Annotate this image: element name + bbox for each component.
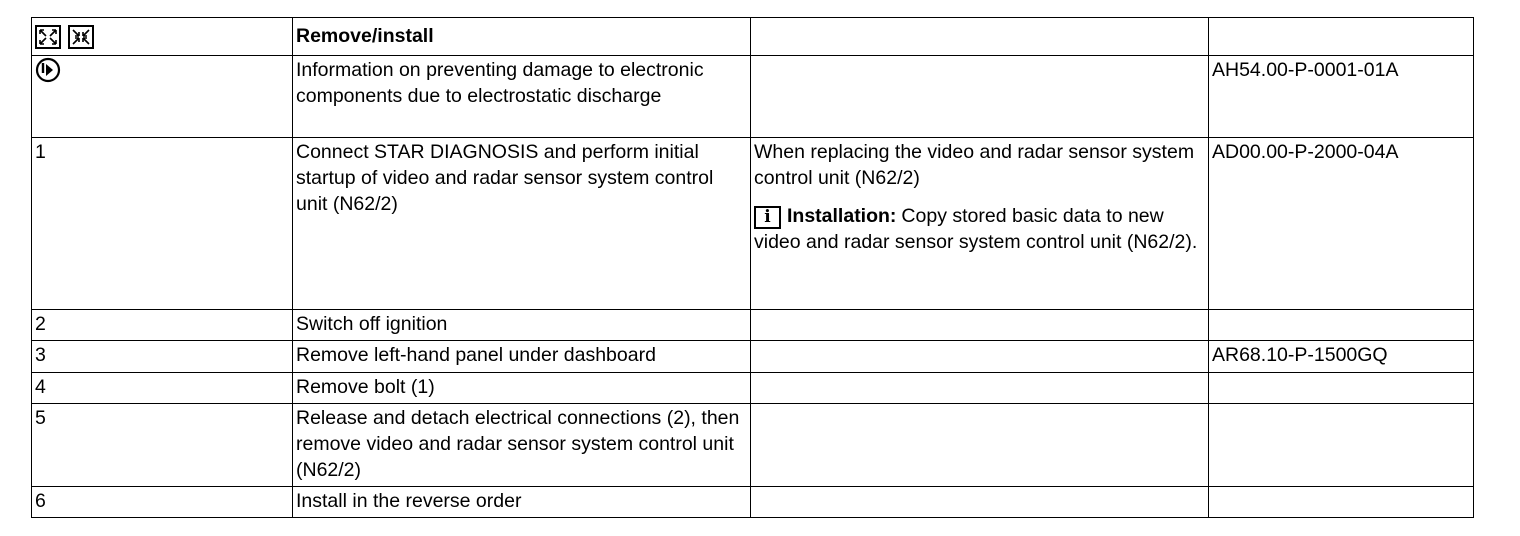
procedure-table bbox=[31, 17, 1474, 518]
step-cell bbox=[32, 56, 293, 138]
step-number: 1 bbox=[32, 138, 293, 310]
instruction-cell: Remove bolt (1) bbox=[293, 373, 751, 404]
table-row bbox=[32, 341, 1474, 373]
esd-warning-icon bbox=[35, 57, 61, 83]
note-cell bbox=[751, 487, 1209, 518]
info-icon: i bbox=[754, 206, 781, 229]
reference-link[interactable]: AD00.00-P-2000-04A bbox=[1209, 138, 1474, 310]
table-title: Remove/install bbox=[293, 18, 751, 56]
installation-text: Copy stored basic data to new video and radar sensor system control unit (N62/2). bbox=[754, 205, 1198, 253]
reference-cell bbox=[1209, 310, 1474, 341]
header-note-cell bbox=[751, 18, 1209, 56]
reference-cell bbox=[1209, 404, 1474, 487]
installation-label: Installation: bbox=[787, 205, 897, 227]
collapse-all-icon[interactable] bbox=[68, 25, 94, 49]
step-number: 3 bbox=[32, 341, 293, 373]
reference-link[interactable]: AR68.10-P-1500GQ bbox=[1209, 341, 1474, 373]
table-row bbox=[32, 373, 1474, 404]
expand-all-icon[interactable] bbox=[35, 25, 61, 49]
note-cell bbox=[751, 138, 1209, 310]
step-number: 4 bbox=[32, 373, 293, 404]
note-cell bbox=[751, 56, 1209, 138]
instruction-cell: Release and detach electrical connections (2), then remove video and radar sensor system control unit (N62/2) bbox=[293, 404, 751, 487]
reference-link[interactable]: AH54.00-P-0001-01A bbox=[1209, 56, 1474, 138]
table-row bbox=[32, 487, 1474, 518]
instruction-cell: Remove left-hand panel under dashboard bbox=[293, 341, 751, 373]
instruction-cell: Switch off ignition bbox=[293, 310, 751, 341]
table-row bbox=[32, 404, 1474, 487]
table-row bbox=[32, 310, 1474, 341]
header-row bbox=[32, 18, 1474, 56]
step-number: 6 bbox=[32, 487, 293, 518]
step-number: 5 bbox=[32, 404, 293, 487]
note-cell bbox=[751, 373, 1209, 404]
instruction-cell: Install in the reverse order bbox=[293, 487, 751, 518]
header-icon-cell bbox=[32, 18, 293, 56]
reference-cell bbox=[1209, 373, 1474, 404]
header-reference-cell bbox=[1209, 18, 1474, 56]
note-cell bbox=[751, 310, 1209, 341]
note-cell bbox=[751, 404, 1209, 487]
instruction-cell: Connect STAR DIAGNOSIS and perform initial startup of video and radar sensor system control unit (N62/2) bbox=[293, 138, 751, 310]
note-cell bbox=[751, 341, 1209, 373]
step-number: 2 bbox=[32, 310, 293, 341]
installation-note bbox=[754, 203, 1204, 255]
note-text: When replacing the video and radar sensor system control unit (N62/2) bbox=[754, 141, 1195, 189]
instruction-cell: Information on preventing damage to electronic components due to electrostatic discharge bbox=[293, 56, 751, 138]
reference-cell bbox=[1209, 487, 1474, 518]
table-row bbox=[32, 56, 1474, 138]
table-row bbox=[32, 138, 1474, 310]
